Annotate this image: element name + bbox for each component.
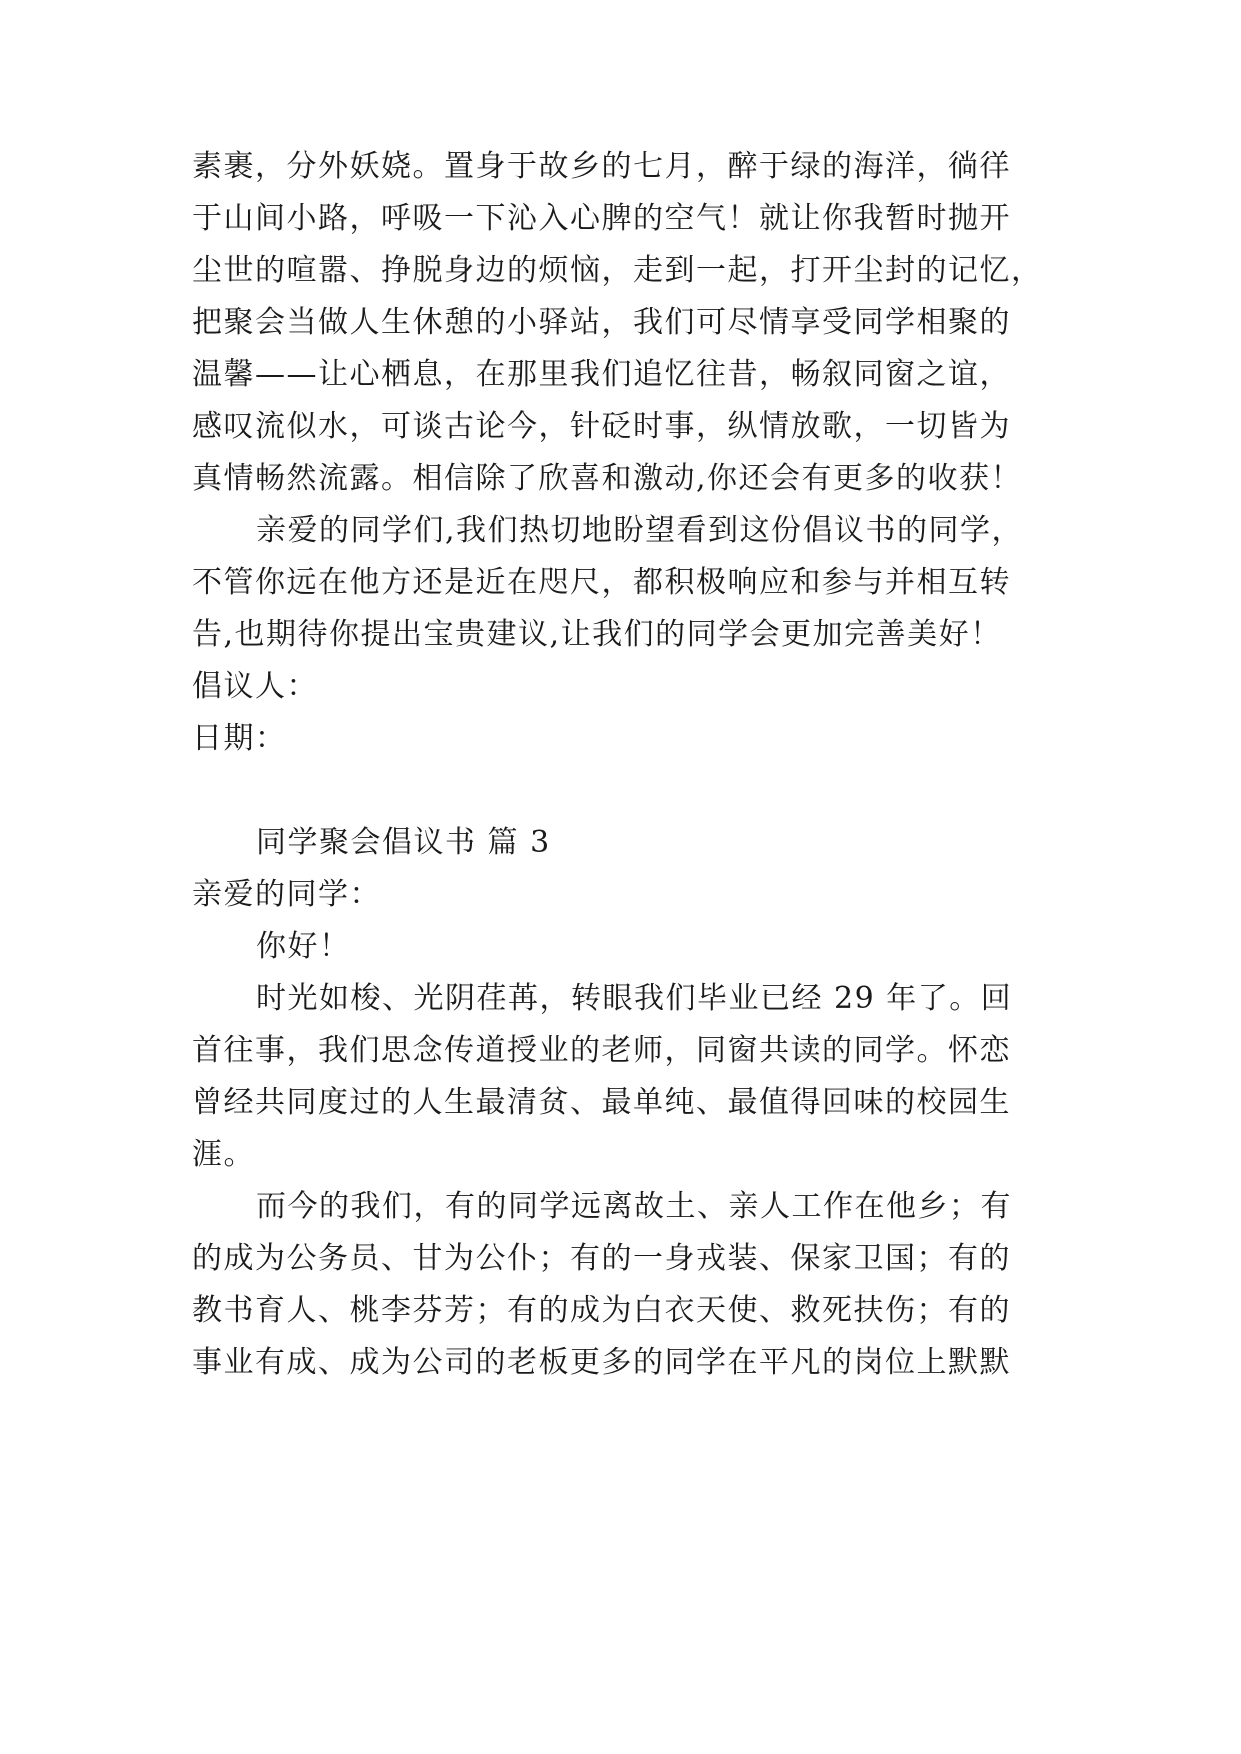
body-line: 事业有成、成为公司的老板更多的同学在平凡的岗位上默默 xyxy=(192,1345,1011,1380)
salutation: 亲爱的同学： xyxy=(192,877,381,912)
date-label: 日期： xyxy=(192,721,287,756)
paragraph-first-line: 时光如梭、光阴荏苒，转眼我们毕业已经 29 年了。回 xyxy=(256,981,1013,1016)
body-line: 涯。 xyxy=(192,1137,255,1172)
greeting: 你好！ xyxy=(256,929,351,964)
paragraph-first-line: 而今的我们，有的同学远离故土、亲人工作在他乡；有 xyxy=(256,1189,1012,1224)
body-line: 曾经共同度过的人生最清贫、最单纯、最值得回味的校园生 xyxy=(192,1085,1011,1120)
section-heading: 同学聚会倡议书 篇 3 xyxy=(256,825,551,860)
proposer-label: 倡议人： xyxy=(192,669,318,704)
body-line: 真情畅然流露。相信除了欣喜和激动,你还会有更多的收获！ xyxy=(192,461,1023,496)
body-line: 感叹流似水，可谈古论今，针砭时事，纵情放歌，一切皆为 xyxy=(192,409,1011,444)
body-line: 素裹，分外妖娆。置身于故乡的七月，醉于绿的海洋，徜徉 xyxy=(192,149,1011,184)
body-line: 不管你远在他方还是近在咫尺，都积极响应和参与并相互转 xyxy=(192,565,1011,600)
body-line: 温馨——让心栖息，在那里我们追忆往昔，畅叙同窗之谊， xyxy=(192,357,1011,392)
body-line: 首往事，我们思念传道授业的老师，同窗共读的同学。怀恋 xyxy=(192,1033,1011,1068)
body-line: 告,也期待你提出宝贵建议,让我们的同学会更加完善美好！ xyxy=(192,617,1002,652)
body-line: 教书育人、桃李芬芳；有的成为白衣天使、救死扶伤；有的 xyxy=(192,1293,1011,1328)
body-line: 尘世的喧嚣、挣脱身边的烦恼，走到一起，打开尘封的记忆， xyxy=(192,253,1043,288)
body-line: 把聚会当做人生休憩的小驿站，我们可尽情享受同学相聚的 xyxy=(192,305,1011,340)
body-line: 于山间小路，呼吸一下沁入心脾的空气！就让你我暂时抛开 xyxy=(192,201,1011,236)
body-line: 的成为公务员、甘为公仆；有的一身戎装、保家卫国；有的 xyxy=(192,1241,1011,1276)
paragraph-first-line: 亲爱的同学们,我们热切地盼望看到这份倡议书的同学， xyxy=(256,513,1024,548)
